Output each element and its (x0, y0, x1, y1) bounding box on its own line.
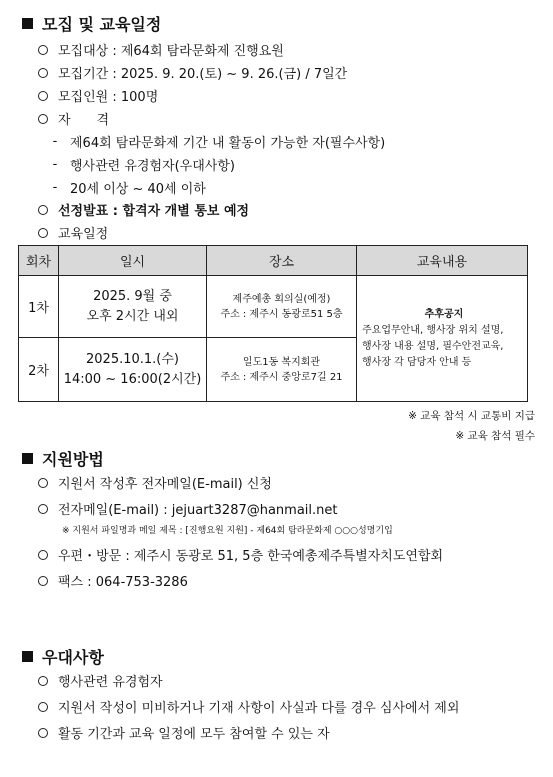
recruit-period-text: 모집기간 : 2025. 9. 20.(토) ~ 9. 26.(금) / 7일간 (58, 67, 348, 82)
dash-bullet-icon: - (52, 157, 58, 172)
qual-label-text: 자 격 (58, 113, 110, 128)
square-bullet-icon (22, 651, 33, 662)
cell-date (59, 276, 207, 338)
prefer-item-text: 지원서 작성이 미비하거나 기재 사항이 사실과 다를 경우 심사에서 제외 (58, 701, 460, 716)
circle-bullet-icon (38, 205, 48, 215)
circle-bullet-icon (38, 114, 48, 124)
recruit-period (38, 63, 347, 82)
square-bullet-icon (22, 453, 33, 464)
section-title-recruit (22, 12, 161, 35)
qual-item (50, 155, 235, 174)
apply-item-text: 지원서 작성후 전자메일(E-mail) 신청 (58, 477, 272, 492)
prefer-item (38, 697, 459, 716)
recruit-count-text: 모집인원 : 100명 (58, 90, 159, 105)
section-title-apply (22, 447, 104, 470)
circle-bullet-icon (38, 550, 48, 560)
content-title: 추후공지 (424, 308, 464, 320)
place-line: 주소 : 제주시 중앙로7길 21 (220, 371, 343, 383)
qual-item-text: 제64회 탐라문화제 기간 내 활동이 가능한 자(필수사항) (70, 136, 386, 151)
content-line: 주요업무안내, 행사장 위치 설명, (362, 324, 504, 336)
date-line: 14:00 ~ 16:00(2시간) (63, 371, 202, 387)
date-line: 오후 2시간 내외 (86, 308, 179, 324)
schedule-label-text: 교육일정 (58, 227, 109, 242)
prefer-item-text: 활동 기간과 교육 일정에 모두 참여할 수 있는 자 (58, 727, 330, 742)
circle-bullet-icon (38, 45, 48, 55)
apply-item-text: 우편・방문 : 제주시 동광로 51, 5층 한국예총제주특별자치도연합회 (58, 549, 444, 564)
schedule-table (18, 245, 528, 402)
recruit-target-text: 모집대상 : 제64회 탐라문화제 진행요원 (58, 44, 284, 59)
cell-round: 1차 (19, 276, 59, 338)
cell-place (207, 276, 357, 338)
dash-bullet-icon: - (52, 134, 58, 149)
apply-item (38, 545, 443, 564)
cell-content (357, 276, 528, 402)
recruit-announce (38, 200, 249, 219)
recruit-count (38, 86, 158, 105)
prefer-item (38, 671, 163, 690)
circle-bullet-icon (38, 702, 48, 712)
content-line: 행사장 각 담당자 안내 등 (362, 356, 472, 368)
table-row (19, 276, 528, 338)
recruit-qual-label (38, 109, 109, 128)
circle-bullet-icon (38, 68, 48, 78)
header-place: 장소 (207, 246, 357, 276)
note-required: ※ 교육 참석 필수 (455, 430, 535, 442)
circle-bullet-icon (38, 576, 48, 586)
section-title-text: 지원방법 (42, 450, 104, 469)
section-title-prefer (22, 645, 104, 668)
qual-item-text: 행사관련 유경험자(우대사항) (70, 159, 235, 174)
circle-bullet-icon (38, 228, 48, 238)
apply-item (38, 473, 272, 492)
recruit-target (38, 40, 284, 59)
section-title-text: 모집 및 교육일정 (42, 15, 162, 34)
apply-item-email (38, 499, 338, 518)
apply-item (38, 571, 188, 590)
prefer-item (38, 723, 330, 742)
circle-bullet-icon (38, 504, 48, 514)
apply-subnote: ※ 지원서 파일명과 메일 제목 : [진행요원 지원] - 제64회 탐라문화제 ○○○성명기입 (62, 526, 393, 536)
table-header-row (19, 246, 528, 276)
date-line: 2025. 9월 중 (93, 288, 172, 304)
qual-item (50, 178, 206, 197)
apply-item-text: 팩스 : 064-753-3286 (58, 575, 188, 590)
schedule-label (38, 223, 108, 242)
cell-date (59, 338, 207, 402)
circle-bullet-icon (38, 478, 48, 488)
header-date: 일시 (59, 246, 207, 276)
date-line: 2025.10.1.(수) (86, 351, 179, 367)
prefer-item-text: 행사관련 유경험자 (58, 675, 163, 690)
section-title-text: 우대사항 (42, 648, 104, 667)
circle-bullet-icon (38, 91, 48, 101)
header-round: 회차 (19, 246, 59, 276)
square-bullet-icon (22, 18, 33, 29)
qual-item (50, 132, 385, 151)
place-line: 제주예총 회의실(예정) (232, 293, 331, 305)
header-content: 교육내용 (357, 246, 528, 276)
qual-item-text: 20세 이상 ~ 40세 이하 (70, 182, 206, 197)
dash-bullet-icon: - (52, 180, 58, 195)
note-transport: ※ 교육 참석 시 교통비 지급 (408, 410, 535, 422)
cell-place (207, 338, 357, 402)
content-line: 행사장 내용 설명, 필수안전교육, (362, 340, 504, 352)
circle-bullet-icon (38, 728, 48, 738)
place-line: 일도1동 복지회관 (242, 356, 321, 368)
cell-round: 2차 (19, 338, 59, 402)
circle-bullet-icon (38, 676, 48, 686)
announce-text: 선정발표 : 합격자 개별 통보 예정 (58, 204, 250, 219)
email-text[interactable]: 전자메일(E-mail) : jejuart3287@hanmail.net (58, 503, 338, 518)
place-line: 주소 : 제주시 동광로51 5층 (220, 308, 343, 320)
